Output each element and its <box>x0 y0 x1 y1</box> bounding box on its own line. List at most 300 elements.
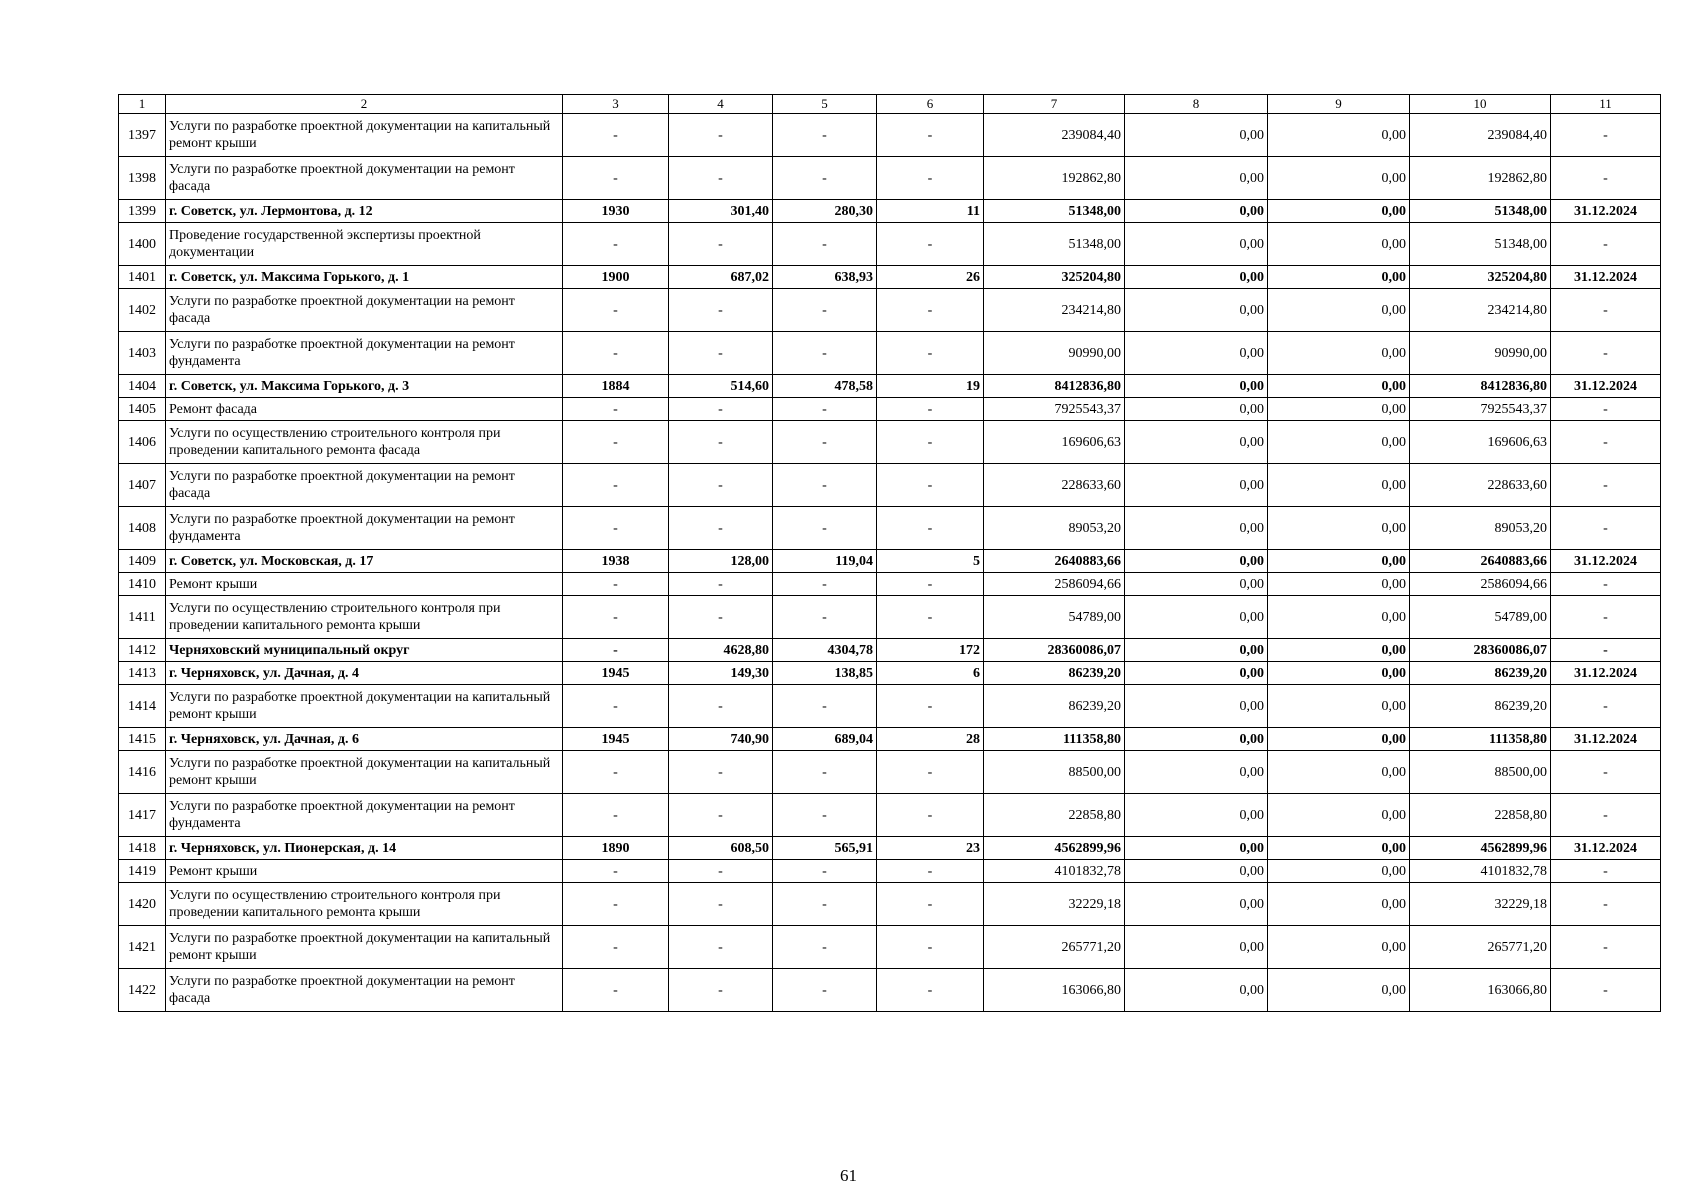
table-row <box>119 751 1661 794</box>
row-number-cell: 1403 <box>119 332 166 375</box>
total-area-cell: 149,30 <box>669 662 773 685</box>
deadline-cell: - <box>1551 157 1661 200</box>
owner-funds-cell: 90990,00 <box>1410 332 1551 375</box>
local-funds-cell: 0,00 <box>1268 969 1410 1012</box>
table-row <box>119 200 1661 223</box>
residents-cell: - <box>877 860 984 883</box>
table-row <box>119 464 1661 507</box>
row-number-cell: 1413 <box>119 662 166 685</box>
row-number-cell: 1411 <box>119 596 166 639</box>
total-cost-cell: 86239,20 <box>984 685 1125 728</box>
year-built-cell: - <box>563 926 669 969</box>
table-row <box>119 550 1661 573</box>
living-area-cell: - <box>773 507 877 550</box>
row-number-cell: 1416 <box>119 751 166 794</box>
deadline-cell: - <box>1551 464 1661 507</box>
regional-funds-cell: 0,00 <box>1125 573 1268 596</box>
residents-cell: - <box>877 794 984 837</box>
total-area-cell: - <box>669 223 773 266</box>
year-built-cell: - <box>563 114 669 157</box>
total-area-cell: - <box>669 596 773 639</box>
row-number-cell: 1412 <box>119 639 166 662</box>
local-funds-cell: 0,00 <box>1268 596 1410 639</box>
residents-cell: 19 <box>877 375 984 398</box>
item-name-cell: г. Советск, ул. Максима Горького, д. 1 <box>166 266 563 289</box>
local-funds-cell: 0,00 <box>1268 728 1410 751</box>
total-area-cell: - <box>669 289 773 332</box>
regional-funds-cell: 0,00 <box>1125 421 1268 464</box>
year-built-cell: - <box>563 751 669 794</box>
year-built-cell: - <box>563 883 669 926</box>
year-built-cell: - <box>563 969 669 1012</box>
regional-funds-cell: 0,00 <box>1125 223 1268 266</box>
residents-cell: - <box>877 464 984 507</box>
residents-cell: 26 <box>877 266 984 289</box>
residents-cell: 6 <box>877 662 984 685</box>
deadline-cell: 31.12.2024 <box>1551 200 1661 223</box>
header-cell: 1 <box>119 95 166 114</box>
total-cost-cell: 54789,00 <box>984 596 1125 639</box>
local-funds-cell: 0,00 <box>1268 860 1410 883</box>
total-cost-cell: 239084,40 <box>984 114 1125 157</box>
total-cost-cell: 32229,18 <box>984 883 1125 926</box>
living-area-cell: - <box>773 926 877 969</box>
total-area-cell: - <box>669 464 773 507</box>
total-cost-cell: 234214,80 <box>984 289 1125 332</box>
row-number-cell: 1415 <box>119 728 166 751</box>
row-number-cell: 1418 <box>119 837 166 860</box>
living-area-cell: - <box>773 685 877 728</box>
total-area-cell: - <box>669 751 773 794</box>
local-funds-cell: 0,00 <box>1268 375 1410 398</box>
owner-funds-cell: 28360086,07 <box>1410 639 1551 662</box>
row-number-cell: 1422 <box>119 969 166 1012</box>
row-number-cell: 1407 <box>119 464 166 507</box>
table-row <box>119 860 1661 883</box>
living-area-cell: 280,30 <box>773 200 877 223</box>
item-name-cell: Ремонт крыши <box>166 860 563 883</box>
owner-funds-cell: 228633,60 <box>1410 464 1551 507</box>
regional-funds-cell: 0,00 <box>1125 794 1268 837</box>
residents-cell: - <box>877 883 984 926</box>
year-built-cell: - <box>563 289 669 332</box>
deadline-cell: - <box>1551 507 1661 550</box>
page-number: 61 <box>840 1166 857 1185</box>
total-cost-cell: 51348,00 <box>984 200 1125 223</box>
owner-funds-cell: 239084,40 <box>1410 114 1551 157</box>
residents-cell: 28 <box>877 728 984 751</box>
deadline-cell: - <box>1551 596 1661 639</box>
item-name-cell: Услуги по разработке проектной документации на капитальный ремонт крыши <box>166 685 563 728</box>
year-built-cell: - <box>563 860 669 883</box>
total-area-cell: 687,02 <box>669 266 773 289</box>
deadline-cell: 31.12.2024 <box>1551 662 1661 685</box>
item-name-cell: Услуги по разработке проектной документации на ремонт фундамента <box>166 794 563 837</box>
year-built-cell: - <box>563 157 669 200</box>
deadline-cell: - <box>1551 421 1661 464</box>
deadline-cell: 31.12.2024 <box>1551 266 1661 289</box>
total-area-cell: 608,50 <box>669 837 773 860</box>
regional-funds-cell: 0,00 <box>1125 398 1268 421</box>
living-area-cell: - <box>773 573 877 596</box>
living-area-cell: 119,04 <box>773 550 877 573</box>
deadline-cell: - <box>1551 289 1661 332</box>
total-area-cell: 4628,80 <box>669 639 773 662</box>
item-name-cell: г. Советск, ул. Максима Горького, д. 3 <box>166 375 563 398</box>
year-built-cell: 1900 <box>563 266 669 289</box>
item-name-cell: Услуги по разработке проектной документации на ремонт фундамента <box>166 507 563 550</box>
residents-cell: - <box>877 507 984 550</box>
deadline-cell: - <box>1551 794 1661 837</box>
living-area-cell: - <box>773 157 877 200</box>
row-number-cell: 1404 <box>119 375 166 398</box>
local-funds-cell: 0,00 <box>1268 662 1410 685</box>
header-cell: 7 <box>984 95 1125 114</box>
local-funds-cell: 0,00 <box>1268 289 1410 332</box>
total-area-cell: - <box>669 114 773 157</box>
living-area-cell: - <box>773 398 877 421</box>
item-name-cell: Услуги по разработке проектной документации на капитальный ремонт крыши <box>166 926 563 969</box>
table-row <box>119 332 1661 375</box>
total-cost-cell: 86239,20 <box>984 662 1125 685</box>
owner-funds-cell: 51348,00 <box>1410 200 1551 223</box>
residents-cell: - <box>877 685 984 728</box>
item-name-cell: Услуги по разработке проектной документации на капитальный ремонт крыши <box>166 114 563 157</box>
regional-funds-cell: 0,00 <box>1125 550 1268 573</box>
local-funds-cell: 0,00 <box>1268 332 1410 375</box>
owner-funds-cell: 265771,20 <box>1410 926 1551 969</box>
local-funds-cell: 0,00 <box>1268 114 1410 157</box>
deadline-cell: - <box>1551 860 1661 883</box>
item-name-cell: Услуги по разработке проектной документации на ремонт фундамента <box>166 332 563 375</box>
total-area-cell: 128,00 <box>669 550 773 573</box>
regional-funds-cell: 0,00 <box>1125 266 1268 289</box>
total-area-cell: - <box>669 332 773 375</box>
regional-funds-cell: 0,00 <box>1125 157 1268 200</box>
table-row <box>119 289 1661 332</box>
regional-funds-cell: 0,00 <box>1125 596 1268 639</box>
living-area-cell: 565,91 <box>773 837 877 860</box>
total-area-cell: - <box>669 573 773 596</box>
table-row <box>119 728 1661 751</box>
deadline-cell: 31.12.2024 <box>1551 837 1661 860</box>
living-area-cell: 4304,78 <box>773 639 877 662</box>
header-cell: 10 <box>1410 95 1551 114</box>
row-number-cell: 1397 <box>119 114 166 157</box>
local-funds-cell: 0,00 <box>1268 200 1410 223</box>
owner-funds-cell: 88500,00 <box>1410 751 1551 794</box>
table-row <box>119 157 1661 200</box>
table-row <box>119 837 1661 860</box>
total-area-cell: 301,40 <box>669 200 773 223</box>
header-cell: 3 <box>563 95 669 114</box>
residents-cell: 11 <box>877 200 984 223</box>
item-name-cell: Услуги по осуществлению строительного контроля при проведении капитального ремонта фасада <box>166 421 563 464</box>
residents-cell: - <box>877 398 984 421</box>
year-built-cell: 1884 <box>563 375 669 398</box>
residents-cell: - <box>877 421 984 464</box>
total-cost-cell: 2640883,66 <box>984 550 1125 573</box>
living-area-cell: - <box>773 114 877 157</box>
total-area-cell: 740,90 <box>669 728 773 751</box>
owner-funds-cell: 89053,20 <box>1410 507 1551 550</box>
row-number-cell: 1408 <box>119 507 166 550</box>
item-name-cell: Услуги по осуществлению строительного контроля при проведении капитального ремонта крыши <box>166 596 563 639</box>
item-name-cell: Услуги по разработке проектной документации на ремонт фасада <box>166 157 563 200</box>
regional-funds-cell: 0,00 <box>1125 464 1268 507</box>
total-cost-cell: 169606,63 <box>984 421 1125 464</box>
year-built-cell: 1930 <box>563 200 669 223</box>
table-row <box>119 375 1661 398</box>
deadline-cell: 31.12.2024 <box>1551 728 1661 751</box>
table-body <box>119 95 1661 1012</box>
living-area-cell: - <box>773 751 877 794</box>
row-number-cell: 1400 <box>119 223 166 266</box>
living-area-cell: - <box>773 883 877 926</box>
row-number-cell: 1402 <box>119 289 166 332</box>
header-cell: 9 <box>1268 95 1410 114</box>
total-cost-cell: 22858,80 <box>984 794 1125 837</box>
owner-funds-cell: 111358,80 <box>1410 728 1551 751</box>
total-area-cell: - <box>669 860 773 883</box>
local-funds-cell: 0,00 <box>1268 837 1410 860</box>
residents-cell: 23 <box>877 837 984 860</box>
deadline-cell: - <box>1551 398 1661 421</box>
item-name-cell: Услуги по разработке проектной документации на ремонт фасада <box>166 969 563 1012</box>
owner-funds-cell: 4101832,78 <box>1410 860 1551 883</box>
table-row <box>119 596 1661 639</box>
row-number-cell: 1409 <box>119 550 166 573</box>
local-funds-cell: 0,00 <box>1268 573 1410 596</box>
deadline-cell: 31.12.2024 <box>1551 550 1661 573</box>
table-row <box>119 266 1661 289</box>
owner-funds-cell: 4562899,96 <box>1410 837 1551 860</box>
living-area-cell: - <box>773 421 877 464</box>
regional-funds-cell: 0,00 <box>1125 883 1268 926</box>
table-row <box>119 685 1661 728</box>
owner-funds-cell: 22858,80 <box>1410 794 1551 837</box>
local-funds-cell: 0,00 <box>1268 421 1410 464</box>
total-area-cell: - <box>669 926 773 969</box>
table-row <box>119 639 1661 662</box>
regional-funds-cell: 0,00 <box>1125 200 1268 223</box>
total-cost-cell: 28360086,07 <box>984 639 1125 662</box>
deadline-cell: - <box>1551 332 1661 375</box>
owner-funds-cell: 2640883,66 <box>1410 550 1551 573</box>
residents-cell: 172 <box>877 639 984 662</box>
residents-cell: - <box>877 926 984 969</box>
residents-cell: - <box>877 114 984 157</box>
living-area-cell: - <box>773 860 877 883</box>
year-built-cell: - <box>563 596 669 639</box>
total-cost-cell: 2586094,66 <box>984 573 1125 596</box>
total-area-cell: - <box>669 883 773 926</box>
owner-funds-cell: 192862,80 <box>1410 157 1551 200</box>
living-area-cell: - <box>773 464 877 507</box>
header-cell: 11 <box>1551 95 1661 114</box>
item-name-cell: г. Черняховск, ул. Дачная, д. 6 <box>166 728 563 751</box>
year-built-cell: - <box>563 421 669 464</box>
owner-funds-cell: 54789,00 <box>1410 596 1551 639</box>
residents-cell: - <box>877 969 984 1012</box>
item-name-cell: Ремонт фасада <box>166 398 563 421</box>
living-area-cell: 689,04 <box>773 728 877 751</box>
total-cost-cell: 265771,20 <box>984 926 1125 969</box>
regional-funds-cell: 0,00 <box>1125 969 1268 1012</box>
residents-cell: - <box>877 751 984 794</box>
row-number-cell: 1401 <box>119 266 166 289</box>
year-built-cell: - <box>563 223 669 266</box>
owner-funds-cell: 86239,20 <box>1410 685 1551 728</box>
row-number-cell: 1420 <box>119 883 166 926</box>
total-cost-cell: 7925543,37 <box>984 398 1125 421</box>
row-number-cell: 1399 <box>119 200 166 223</box>
residents-cell: - <box>877 596 984 639</box>
table-row <box>119 223 1661 266</box>
owner-funds-cell: 163066,80 <box>1410 969 1551 1012</box>
owner-funds-cell: 169606,63 <box>1410 421 1551 464</box>
year-built-cell: - <box>563 398 669 421</box>
total-cost-cell: 111358,80 <box>984 728 1125 751</box>
budget-table <box>118 94 1661 1012</box>
table-row <box>119 662 1661 685</box>
owner-funds-cell: 32229,18 <box>1410 883 1551 926</box>
regional-funds-cell: 0,00 <box>1125 114 1268 157</box>
total-cost-cell: 4562899,96 <box>984 837 1125 860</box>
year-built-cell: 1890 <box>563 837 669 860</box>
row-number-cell: 1417 <box>119 794 166 837</box>
row-number-cell: 1421 <box>119 926 166 969</box>
regional-funds-cell: 0,00 <box>1125 662 1268 685</box>
total-cost-cell: 51348,00 <box>984 223 1125 266</box>
year-built-cell: - <box>563 332 669 375</box>
row-number-cell: 1419 <box>119 860 166 883</box>
total-cost-cell: 4101832,78 <box>984 860 1125 883</box>
item-name-cell: г. Черняховск, ул. Пионерская, д. 14 <box>166 837 563 860</box>
local-funds-cell: 0,00 <box>1268 157 1410 200</box>
local-funds-cell: 0,00 <box>1268 550 1410 573</box>
local-funds-cell: 0,00 <box>1268 223 1410 266</box>
year-built-cell: - <box>563 507 669 550</box>
item-name-cell: Ремонт крыши <box>166 573 563 596</box>
owner-funds-cell: 51348,00 <box>1410 223 1551 266</box>
item-name-cell: Черняховский муниципальный округ <box>166 639 563 662</box>
owner-funds-cell: 86239,20 <box>1410 662 1551 685</box>
item-name-cell: г. Черняховск, ул. Дачная, д. 4 <box>166 662 563 685</box>
total-area-cell: - <box>669 969 773 1012</box>
deadline-cell: - <box>1551 883 1661 926</box>
regional-funds-cell: 0,00 <box>1125 507 1268 550</box>
regional-funds-cell: 0,00 <box>1125 685 1268 728</box>
table-row <box>119 926 1661 969</box>
item-name-cell: Услуги по разработке проектной документации на капитальный ремонт крыши <box>166 751 563 794</box>
year-built-cell: - <box>563 464 669 507</box>
year-built-cell: 1938 <box>563 550 669 573</box>
regional-funds-cell: 0,00 <box>1125 375 1268 398</box>
total-cost-cell: 88500,00 <box>984 751 1125 794</box>
table-row <box>119 507 1661 550</box>
row-number-cell: 1410 <box>119 573 166 596</box>
owner-funds-cell: 8412836,80 <box>1410 375 1551 398</box>
residents-cell: - <box>877 157 984 200</box>
header-cell: 6 <box>877 95 984 114</box>
living-area-cell: - <box>773 794 877 837</box>
local-funds-cell: 0,00 <box>1268 685 1410 728</box>
year-built-cell: - <box>563 685 669 728</box>
total-area-cell: - <box>669 421 773 464</box>
owner-funds-cell: 2586094,66 <box>1410 573 1551 596</box>
item-name-cell: г. Советск, ул. Московская, д. 17 <box>166 550 563 573</box>
deadline-cell: - <box>1551 114 1661 157</box>
table-row <box>119 421 1661 464</box>
table-row <box>119 794 1661 837</box>
regional-funds-cell: 0,00 <box>1125 751 1268 794</box>
living-area-cell: 138,85 <box>773 662 877 685</box>
deadline-cell: 31.12.2024 <box>1551 375 1661 398</box>
residents-cell: - <box>877 573 984 596</box>
living-area-cell: 478,58 <box>773 375 877 398</box>
deadline-cell: - <box>1551 926 1661 969</box>
living-area-cell: - <box>773 596 877 639</box>
total-cost-cell: 228633,60 <box>984 464 1125 507</box>
local-funds-cell: 0,00 <box>1268 507 1410 550</box>
total-cost-cell: 192862,80 <box>984 157 1125 200</box>
total-area-cell: - <box>669 685 773 728</box>
regional-funds-cell: 0,00 <box>1125 728 1268 751</box>
deadline-cell: - <box>1551 969 1661 1012</box>
owner-funds-cell: 234214,80 <box>1410 289 1551 332</box>
regional-funds-cell: 0,00 <box>1125 837 1268 860</box>
total-area-cell: - <box>669 794 773 837</box>
regional-funds-cell: 0,00 <box>1125 332 1268 375</box>
total-area-cell: - <box>669 157 773 200</box>
row-number-cell: 1405 <box>119 398 166 421</box>
header-cell: 4 <box>669 95 773 114</box>
deadline-cell: - <box>1551 639 1661 662</box>
local-funds-cell: 0,00 <box>1268 883 1410 926</box>
table-row <box>119 969 1661 1012</box>
local-funds-cell: 0,00 <box>1268 926 1410 969</box>
living-area-cell: - <box>773 332 877 375</box>
year-built-cell: 1945 <box>563 662 669 685</box>
local-funds-cell: 0,00 <box>1268 398 1410 421</box>
local-funds-cell: 0,00 <box>1268 464 1410 507</box>
total-cost-cell: 325204,80 <box>984 266 1125 289</box>
header-cell: 5 <box>773 95 877 114</box>
item-name-cell: Проведение государственной экспертизы проектной документации <box>166 223 563 266</box>
residents-cell: 5 <box>877 550 984 573</box>
row-number-cell: 1406 <box>119 421 166 464</box>
total-cost-cell: 8412836,80 <box>984 375 1125 398</box>
residents-cell: - <box>877 289 984 332</box>
table-row <box>119 398 1661 421</box>
year-built-cell: - <box>563 794 669 837</box>
year-built-cell: 1945 <box>563 728 669 751</box>
regional-funds-cell: 0,00 <box>1125 289 1268 332</box>
total-cost-cell: 89053,20 <box>984 507 1125 550</box>
header-cell: 2 <box>166 95 563 114</box>
table-row <box>119 573 1661 596</box>
local-funds-cell: 0,00 <box>1268 639 1410 662</box>
table-row <box>119 114 1661 157</box>
regional-funds-cell: 0,00 <box>1125 926 1268 969</box>
row-number-cell: 1398 <box>119 157 166 200</box>
total-area-cell: - <box>669 507 773 550</box>
deadline-cell: - <box>1551 685 1661 728</box>
residents-cell: - <box>877 332 984 375</box>
total-area-cell: 514,60 <box>669 375 773 398</box>
column-number-row <box>119 95 1661 114</box>
